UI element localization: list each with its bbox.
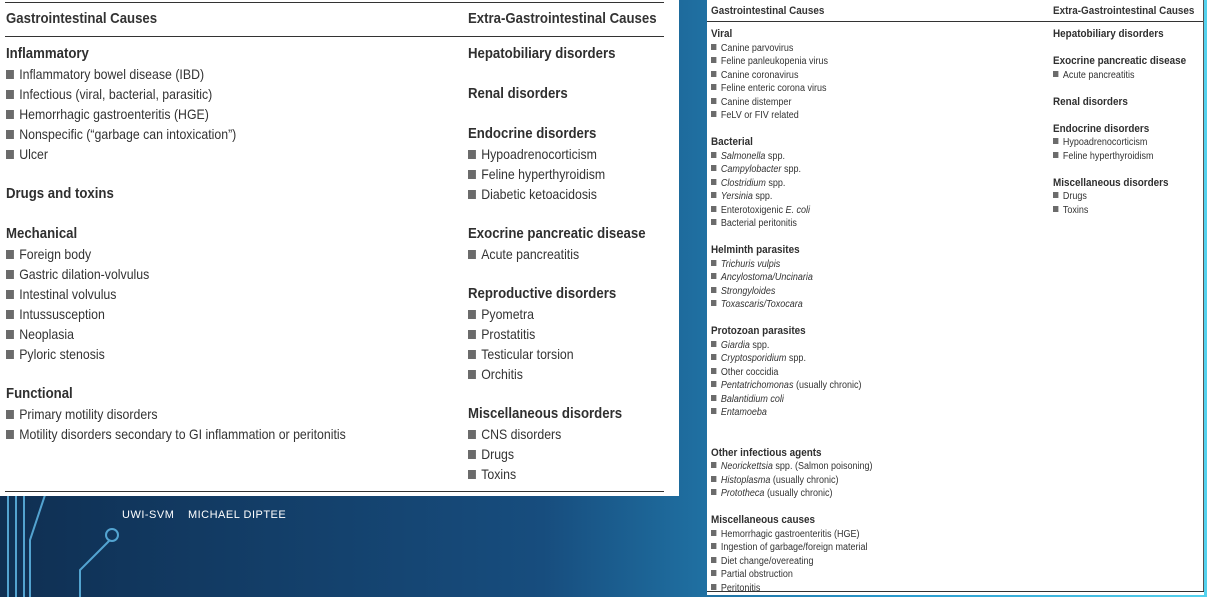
section-title: Exocrine pancreatic disease — [1053, 55, 1187, 67]
bullet-square-icon — [711, 192, 716, 198]
list-item — [711, 190, 872, 204]
bullet-square-icon — [468, 330, 476, 339]
bullet-square-icon — [711, 543, 716, 549]
list-item-text: Neorickettsia — [720, 461, 773, 472]
bullet-square-icon — [468, 470, 476, 479]
list-item-text: (usually chronic) — [764, 488, 833, 499]
bullet-square-icon — [711, 300, 716, 306]
list-item-text: Motility disorders secondary to GI inflammation or peritonitis — [19, 426, 346, 442]
bullet-square-icon — [6, 430, 14, 439]
list-item — [711, 69, 872, 83]
section-title: Hepatobiliary disorders — [468, 45, 616, 62]
column-header-gi: Gastrointestinal Causes — [711, 5, 825, 17]
list-item — [711, 82, 872, 96]
list-item — [6, 144, 346, 164]
bullet-square-icon — [711, 206, 716, 212]
bullet-square-icon — [711, 165, 716, 171]
list-item — [468, 424, 646, 444]
list-item-text: Infectious (viral, bacterial, parasitic) — [19, 86, 213, 102]
bullet-square-icon — [6, 150, 14, 159]
circuit-decoration — [0, 495, 720, 597]
section-title: Endocrine disorders — [468, 125, 597, 142]
list-item-text: Foreign body — [19, 246, 92, 262]
list-item — [6, 424, 346, 444]
list-item-text: Hemorrhagic gastroenteritis (HGE) — [19, 106, 209, 122]
list-item — [711, 55, 872, 69]
bullet-square-icon — [468, 370, 476, 379]
list-item-text: Nonspecific (“garbage can intoxication”) — [19, 126, 237, 142]
list-item — [468, 184, 646, 204]
list-item — [6, 84, 346, 104]
bullet-square-icon — [711, 530, 716, 536]
list-item — [711, 582, 872, 596]
causes-table-right — [707, 0, 1204, 595]
section-title: Exocrine pancreatic disease — [468, 225, 646, 242]
bullet-square-icon — [468, 190, 476, 199]
bullet-square-icon — [6, 350, 14, 359]
list-item — [6, 404, 346, 424]
list-item — [711, 568, 872, 582]
list-item-text: Intussusception — [19, 306, 105, 322]
list-item-text: Toxascaris/Toxocara — [720, 299, 803, 310]
list-item — [711, 42, 872, 56]
list-item-text: spp. — [765, 150, 785, 162]
list-item-text: Testicular torsion — [481, 346, 574, 362]
list-item — [468, 324, 646, 344]
section-title: Endocrine disorders — [1053, 122, 1150, 135]
bullet-square-icon — [711, 273, 716, 279]
list-item-text: Pentatrichomonas — [720, 380, 794, 391]
bullet-square-icon — [711, 57, 716, 63]
bullet-square-icon — [711, 395, 716, 401]
bullet-square-icon — [6, 130, 14, 139]
list-item — [1053, 190, 1186, 204]
bullet-square-icon — [711, 341, 716, 347]
extra-gi-causes-column — [1053, 28, 1201, 217]
list-item — [468, 444, 646, 464]
list-item — [711, 150, 872, 164]
list-item — [711, 366, 872, 380]
bullet-square-icon — [711, 476, 716, 482]
list-item — [711, 555, 872, 569]
list-item-text: spp. — [752, 191, 773, 202]
list-item — [6, 244, 346, 264]
list-item — [1053, 204, 1186, 218]
bullet-square-icon — [468, 450, 476, 459]
list-item-text: Partial obstruction — [720, 569, 793, 580]
list-item — [711, 487, 872, 501]
bullet-square-icon — [1053, 206, 1058, 212]
list-item-text: Ancylostoma/Uncinaria — [720, 272, 813, 283]
bullet-square-icon — [6, 90, 14, 99]
bullet-square-icon — [711, 570, 716, 576]
section-title: Mechanical — [6, 225, 78, 242]
bullet-square-icon — [711, 408, 716, 414]
table-rule-header — [5, 36, 664, 37]
list-item — [711, 204, 872, 218]
bullet-square-icon — [6, 270, 14, 279]
list-item-text: spp. — [781, 164, 801, 175]
section-title: Hepatobiliary disorders — [1053, 28, 1164, 40]
list-item-text: FeLV or FIV related — [720, 110, 799, 121]
list-item-text: (usually chronic) — [770, 474, 839, 486]
bullet-square-icon — [711, 368, 716, 374]
list-item-text: Campylobacter — [720, 164, 782, 175]
list-item-text: Peritonitis — [720, 582, 761, 594]
list-item-text: (usually chronic) — [793, 380, 862, 391]
list-item — [711, 285, 872, 299]
list-item — [1053, 69, 1186, 83]
bullet-square-icon — [711, 354, 716, 360]
list-item — [6, 344, 346, 364]
list-item — [711, 352, 872, 366]
section-title: Functional — [6, 385, 73, 402]
bullet-square-icon — [6, 310, 14, 319]
section-title: Reproductive disorders — [468, 285, 617, 302]
list-item-text: Diabetic ketoacidosis — [481, 186, 597, 202]
list-item-text: spp. — [765, 177, 786, 189]
list-item-text: Intestinal volvulus — [19, 286, 117, 302]
bullet-square-icon — [711, 489, 716, 495]
list-item — [711, 217, 872, 231]
list-item — [711, 298, 872, 312]
list-item — [6, 264, 346, 284]
bullet-square-icon — [6, 250, 14, 259]
list-item-text: Diet change/overeating — [720, 555, 814, 567]
bullet-square-icon — [468, 350, 476, 359]
list-item-text: Histoplasma — [720, 474, 771, 486]
list-item-text: Acute pancreatitis — [481, 246, 580, 262]
list-item — [711, 258, 872, 272]
list-item-text: Pyloric stenosis — [19, 346, 105, 362]
bullet-square-icon — [711, 462, 716, 468]
bullet-square-icon — [6, 290, 14, 299]
list-item-text: Giardia — [720, 339, 750, 351]
list-item — [6, 124, 346, 144]
gi-causes-column — [6, 44, 392, 444]
list-item-text: Bacterial peritonitis — [720, 218, 797, 229]
list-item-text: Enterotoxigenic — [720, 204, 786, 216]
bullet-square-icon — [711, 179, 716, 185]
bullet-square-icon — [711, 44, 716, 50]
table-rule-header — [707, 21, 1204, 22]
bullet-square-icon — [1053, 152, 1058, 158]
list-item-text: spp. (Salmon poisoning) — [772, 461, 873, 472]
list-item-text: Prototheca — [720, 488, 765, 499]
section-title: Viral — [711, 28, 733, 40]
bullet-square-icon — [6, 70, 14, 79]
bullet-square-icon — [468, 430, 476, 439]
list-item — [711, 379, 872, 393]
gi-causes-column — [711, 28, 890, 595]
bullet-square-icon — [711, 584, 716, 590]
list-item-text: Ingestion of garbage/foreign material — [720, 542, 868, 553]
footer-author: MICHAEL DIPTEE — [187, 509, 287, 521]
bullet-square-icon — [711, 98, 716, 104]
bullet-square-icon — [468, 170, 476, 179]
list-item-text: Gastric dilation-volvulus — [19, 266, 150, 282]
list-item-text: Feline hyperthyroidism — [1062, 150, 1154, 162]
list-item — [468, 144, 646, 164]
list-item-text: Prostatitis — [481, 326, 536, 342]
list-item — [711, 393, 872, 407]
list-item — [468, 344, 646, 364]
list-item-text: Orchitis — [481, 366, 523, 382]
list-item-text: Balantidium coli — [720, 393, 784, 405]
list-item — [711, 177, 872, 191]
list-item-text: Ulcer — [19, 146, 48, 162]
list-item-text: Other coccidia — [720, 366, 779, 378]
list-item — [711, 109, 872, 123]
list-item — [1053, 136, 1186, 150]
table-rule-side — [1203, 0, 1204, 592]
table-rule-bottom — [707, 591, 1204, 592]
bullet-square-icon — [468, 310, 476, 319]
bullet-square-icon — [6, 410, 14, 419]
bullet-square-icon — [1053, 192, 1058, 198]
bullet-square-icon — [711, 557, 716, 563]
list-item — [6, 324, 346, 344]
list-item — [711, 271, 872, 285]
section-title: Miscellaneous disorders — [468, 405, 623, 422]
list-item — [711, 339, 872, 353]
list-item-text: Trichuris vulpis — [720, 258, 781, 270]
column-header-gi: Gastrointestinal Causes — [6, 10, 158, 27]
list-item — [1053, 150, 1186, 164]
section-title: Miscellaneous disorders — [1053, 176, 1169, 189]
list-item — [468, 164, 646, 184]
list-item — [6, 104, 346, 124]
section-title: Inflammatory — [6, 45, 89, 62]
extra-gi-causes-column — [468, 44, 670, 484]
causes-table-left — [0, 0, 679, 496]
list-item — [711, 163, 872, 177]
list-item-text: Strongyloides — [720, 285, 776, 297]
list-item — [6, 304, 346, 324]
list-item-text: Entamoeba — [720, 407, 767, 418]
section-title: Bacterial — [711, 136, 753, 148]
bullet-square-icon — [6, 330, 14, 339]
list-item-text: Cryptosporidium — [720, 353, 787, 364]
list-item — [468, 464, 646, 484]
bullet-square-icon — [1053, 71, 1058, 77]
section-title: Renal disorders — [1053, 95, 1128, 108]
list-item-text: Feline enteric corona virus — [720, 83, 827, 94]
bullet-square-icon — [711, 111, 716, 117]
bullet-square-icon — [711, 84, 716, 90]
section-title: Other infectious agents — [711, 446, 822, 459]
bullet-square-icon — [468, 150, 476, 159]
list-item-text: Canine distemper — [720, 96, 792, 108]
bullet-square-icon — [711, 381, 716, 387]
list-item-text: Yersinia — [720, 191, 753, 202]
list-item — [6, 64, 346, 84]
section-title: Protozoan parasites — [711, 325, 806, 337]
list-item — [711, 406, 872, 420]
list-item-text: Feline panleukopenia virus — [720, 56, 828, 67]
list-item — [468, 304, 646, 324]
list-item-text: Drugs — [1062, 191, 1087, 202]
list-item-text: Hypoadrenocorticism — [1062, 137, 1148, 148]
list-item-text: Canine coronavirus — [720, 69, 799, 81]
list-item-text: Salmonella — [720, 150, 766, 162]
list-item-text: Canine parvovirus — [720, 42, 794, 54]
bullet-square-icon — [468, 250, 476, 259]
list-item-text: Pyometra — [481, 306, 534, 322]
column-header-extra-gi: Extra-Gastrointestinal Causes — [468, 10, 657, 27]
list-item — [468, 244, 646, 264]
list-item-text: Acute pancreatitis — [1062, 69, 1135, 81]
column-header-extra-gi: Extra-Gastrointestinal Causes — [1053, 5, 1195, 17]
slide-footer — [122, 509, 296, 521]
bullet-square-icon — [711, 152, 716, 158]
list-item-text: Hypoadrenocorticism — [481, 146, 597, 162]
list-item — [711, 96, 872, 110]
bullet-square-icon — [711, 71, 716, 77]
list-item-text: Neoplasia — [19, 326, 74, 342]
list-item-text: Feline hyperthyroidism — [481, 166, 606, 182]
bullet-square-icon — [711, 260, 716, 266]
list-item — [711, 460, 872, 474]
list-item — [711, 474, 872, 488]
bullet-square-icon — [711, 219, 716, 225]
list-item — [468, 364, 646, 384]
list-item — [711, 528, 872, 542]
section-title: Helminth parasites — [711, 244, 800, 256]
list-item-text: Toxins — [481, 466, 517, 482]
table-rule-bottom — [5, 491, 664, 492]
section-title: Miscellaneous causes — [711, 514, 816, 526]
list-item-text: Clostridium — [720, 177, 766, 189]
list-item — [6, 284, 346, 304]
list-item-text: E. coli — [785, 204, 810, 216]
list-item-text: spp. — [786, 353, 806, 364]
list-item-text: Primary motility disorders — [19, 406, 158, 422]
footer-org: UWI-SVM — [122, 509, 175, 521]
section-title: Renal disorders — [468, 85, 568, 102]
list-item-text: Toxins — [1062, 204, 1089, 216]
list-item — [711, 541, 872, 555]
bullet-square-icon — [1053, 138, 1058, 144]
list-item-text: Drugs — [481, 446, 515, 462]
table-rule-top — [5, 2, 664, 3]
list-item-text: spp. — [749, 339, 770, 351]
bullet-square-icon — [711, 287, 716, 293]
list-item-text: Inflammatory bowel disease (IBD) — [19, 66, 205, 82]
list-item-text: CNS disorders — [481, 426, 562, 442]
section-title: Drugs and toxins — [6, 185, 114, 202]
bullet-square-icon — [6, 110, 14, 119]
list-item-text: Hemorrhagic gastroenteritis (HGE) — [720, 528, 860, 540]
